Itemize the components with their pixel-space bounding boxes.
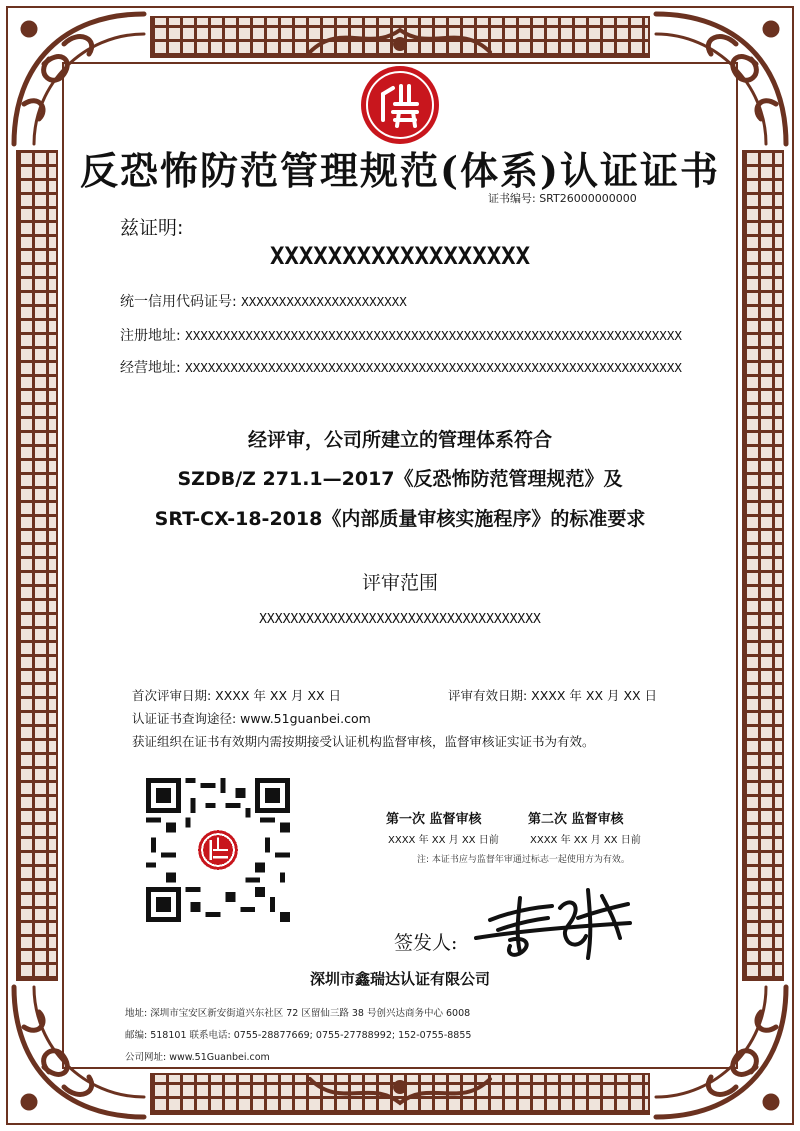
supervision-2-date: XXXX 年 XX 月 XX 日前 <box>530 835 641 846</box>
signature <box>470 868 640 963</box>
supervision-requirement: 获证组织在证书有效期内需按期接受认证机构监督审核，监督审核证实证书为有效。 <box>132 734 595 749</box>
scope-value: XXXXXXXXXXXXXXXXXXXXXXXXXXXXXXXXXXXX <box>259 612 541 627</box>
query-route: 认证证书查询途径: www.51guanbei.com <box>132 711 371 726</box>
statement-line-2: SZDB/Z 271.1—2017《反恐怖防范管理规范》及 <box>177 468 623 490</box>
credit-code-label: 统一信用代码证号: <box>120 294 237 310</box>
left-meander-border <box>16 150 58 981</box>
organization-name: XXXXXXXXXXXXXXXXXX <box>269 242 531 270</box>
registered-address-value: XXXXXXXXXXXXXXXXXXXXXXXXXXXXXXXXXXXXXXXXXXXXXXXXXXXXXXXXXXXXXXXXXX <box>185 328 682 343</box>
certificate-number: 证书编号: SRT26000000000 <box>488 192 637 205</box>
first-review-date: 首次评审日期: XXXX 年 XX 月 XX 日 <box>132 688 342 703</box>
corner-ornament-top-left <box>4 4 154 154</box>
statement-line-1: 经评审，公司所建立的管理体系符合 <box>247 429 552 451</box>
credit-code-row <box>120 291 407 311</box>
corner-ornament-bottom-right <box>646 977 796 1127</box>
business-address-value: XXXXXXXXXXXXXXXXXXXXXXXXXXXXXXXXXXXXXXXXXXXXXXXXXXXXXXXXXXXXXXXXXX <box>185 360 682 375</box>
bottom-center-flourish <box>300 1073 500 1113</box>
corner-ornament-top-right <box>646 4 796 154</box>
footer-address: 地址: 深圳市宝安区新安街道兴东社区 72 区留仙三路 38 号创兴达商务中心 6008 <box>125 1008 471 1019</box>
statement-line-3: SRT-CX-18-2018《内部质量审核实施程序》的标准要求 <box>154 508 646 530</box>
supervision-1-date: XXXX 年 XX 月 XX 日前 <box>388 835 499 846</box>
scope-title: 评审范围 <box>361 572 438 594</box>
issuing-company: 深圳市鑫瑞达认证有限公司 <box>309 970 490 988</box>
footer-website: 公司网址: www.51Guanbei.com <box>125 1052 270 1063</box>
registered-address-label: 注册地址: <box>120 328 181 344</box>
certificate-title: 反恐怖防范管理规范(体系)认证证书 <box>80 148 720 193</box>
supervision-2-title: 第二次 监督审核 <box>528 812 624 827</box>
business-address-row <box>120 357 682 377</box>
qr-code <box>146 778 290 922</box>
right-meander-border <box>742 150 784 981</box>
top-center-flourish <box>300 22 500 58</box>
hereby-label: 兹证明: <box>120 217 184 239</box>
seal-logo <box>359 64 441 146</box>
credit-code-value: XXXXXXXXXXXXXXXXXXXXXX <box>241 294 407 309</box>
business-address-label: 经营地址: <box>120 360 181 376</box>
footer-contact: 邮编: 518101 联系电话: 0755-28877669; 0755-27788992; 152-0755-8855 <box>125 1030 472 1041</box>
supervision-1-title: 第一次 监督审核 <box>386 812 482 827</box>
issuer-label: 签发人: <box>394 932 458 954</box>
registered-address-row <box>120 325 682 345</box>
usage-note: 注: 本证书应与监督年审通过标志一起使用方为有效。 <box>417 855 630 865</box>
valid-until-date: 评审有效日期: XXXX 年 XX 月 XX 日 <box>448 688 658 703</box>
